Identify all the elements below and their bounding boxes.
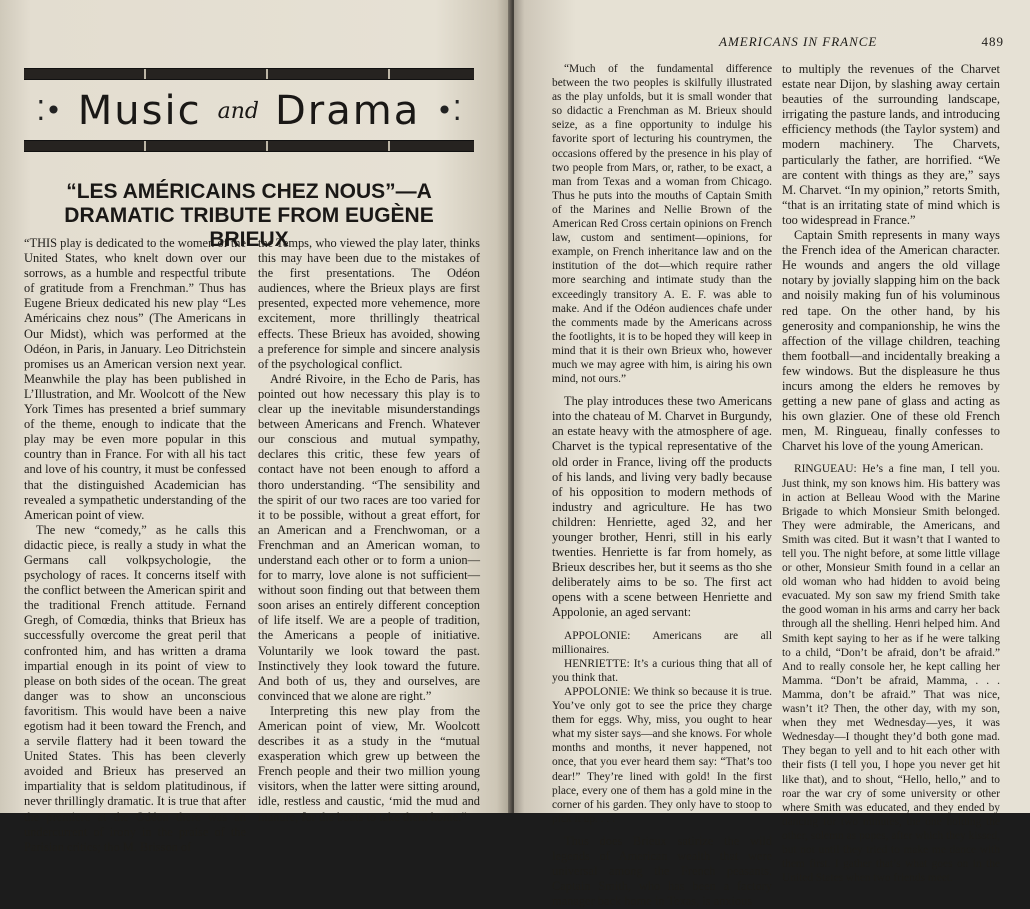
- paragraph: The new “comedy,” as he calls this didactic piece, is really a study in what the Germans call volkpsychologie, the psychology of races. It concerns itself with the conflict between the American spirit and the traditional French attitude. Fernand Gregh, of Comœdia, thinks that Brieux has successfully overcome the great peril that confronted him, and has written a drama impartial enough in its point of view to please on both sides of the ocean. The great danger was to show an unconscious favoritism. This would have been a naive egotism had it been toward the French, and a servile flattery had it been toward the United States. This has been cleverly avoided and Brieux has preserved an impartiality that is seldom platitudinous, if never thrillingly dramatic. It is true that after the premiere at the Odéon there was an undercurrent of irony in the praise of the Parisian critics; tho M. Brisson of: [24, 522, 246, 854]
- paragraph: Interpreting this new play from the American point of view, Mr. Woolcott describes it as a study in the “mutual exasperation which grew up between the French people and their two million young visitors, when the latter were sitting around, idle, restless and caustic, ‘mid the mud and manure, for the boats to take them home.”: [258, 703, 480, 824]
- left-column-1: [24, 236, 246, 855]
- right-column-1: [552, 62, 772, 909]
- dialogue-line: APPOLONIE: Americans are all millionaires.: [552, 629, 772, 656]
- paragraph: to multiply the revenues of the Charvet estate near Dijon, by slashing away certain beauties of the surrounding landscape, irrigating the pasture lands, and introducing efficiency methods (the Taylor system) and modern machinery. The Charvets, particularly the father, are horrified. “We are content with things as they are,” says M. Charvet. “In my opinion,” retorts Smith, “that is an irritating state of mind which is too widespread in France.”: [782, 62, 1000, 227]
- paragraph: the Temps, who viewed the play later, thinks this may have been due to the mistakes of the first presentations. The Odéon audiences, where the Brieux plays are first presented, expected more vehemence, more excitement, more thrillingly theatrical effects. These Brieux has avoided, showing a preference for simple and sincere analysis of the psychological conflict.: [258, 236, 480, 371]
- paragraph: André Rivoire, in the Echo de Paris, has pointed out how necessary this play is to clear up the inevitable misunderstandings between Americans and French. Whatever our conscious and mutual sympathy, declares this critic, these few years of contact have not been enough to afford a thoro understanding. “The sensibility and the spirit of our two races are too varied for it to be possible, without a great effort, for an American and a Frenchwoman, or a Frenchman and an American woman, to understand each other or to form a union—for to marry, love alone is not sufficient—without soon finding out that between them soon arises an entirely different conception of life itself. We are a people of tradition, the Americans a people of initiative. Voluntarily we look toward the past. Instinctively they look toward the future. And both of us, they and ourselves, are convinced that we alone are right.”: [258, 371, 480, 703]
- ornament-dots-left: ⁚•: [36, 94, 62, 127]
- page-number: 489: [981, 34, 1004, 49]
- paragraph: Thus does Brieux satirize the wild legends of American wealth that were universal among the French peasants. Captain Smith, who has been a factory manager back home in Texas, is anxious: [552, 833, 772, 909]
- banner-rule-bottom: [24, 140, 474, 152]
- right-column-2: [782, 62, 1000, 885]
- left-column-2: [258, 236, 480, 825]
- paragraph: The play introduces these two Americans into the chateau of M. Charvet in Burgundy, an estate heavy with the atmosphere of age. Charvet is the typical representative of the old order in France, living off the products of his lands, and living very badly because of his opposition to modern methods of industry and agriculture. He has two children: Henriette, aged 32, and her younger brother, Henri, still in his early twenties. Henriette is far from homely, as Brieux describes her, but it seems as tho she deliberately aims to be so. The first act opens with a scene between Henriette and Appolonie, an aged servant:: [552, 394, 772, 620]
- paragraph: “THIS play is dedicated to the women of the United States, who knelt down over our sorrows, as a humble and respectful tribute of gratitude from a Frenchman.” Thus has Eugene Brieux dedicated his new play “Les Américains chez nous” (The Americans in Our Midst), which was performed at the Odéon, in Paris, in January. Leo Ditrichstein promises us an American version next year. Meanwhile the play has been published in L’Illustration, and Mr. Woolcott of the New York Times has presented a brief summary of the theme, enough to indicate that the play may be even more popular in this country than in France. For with all his tact and love of his country, it must be confessed that the distinguished Academician has revealed a sympathetic understanding of the American point of view.: [24, 236, 246, 522]
- section-banner: [24, 60, 474, 156]
- banner-rule-top: [24, 68, 474, 80]
- right-page: [514, 0, 1030, 909]
- dialogue-line: HENRIETTE: It’s a curious thing that all of you think that.: [552, 657, 772, 684]
- quote-paragraph: “Much of the fundamental difference between the two peoples is skilfully illustrated as the play unfolds, but it is small wonder that so didactic a Frenchman as M. Brieux should seize, as a fine opportunity to indulge his favorite sport of lecturing his countrymen, the occasions offered by the presence in his play of two people from Mars, or, rather, to be exact, a man from Texas and a woman from Chicago. Thus he puts into the mouths of Captain Smith of the Marines and Nellie Brown of the American Red Cross certain opinions on French law, custom and sentiment—opinions, for example, on French inheritance law and on the institution of the dot—which require rather more searching and intimate study than the exceedingly transitory A. E. F. was able to make. And if the Odéon audiences chafe under the comments made by the Americans across the footlights, it is to be hoped they will keep in mind that it is their own Brieux who, however much we may agree with him, is airing his own mind, not ours.”: [552, 63, 772, 386]
- dialogue-line: APPOLONIE: We think so because it is true. You’ve only got to see the price they charge them for eggs. Why, miss, you ought to hear what my sister says—and she knows. For whole months and months, it never happened, not once, that you ever heard them say: “That’s too dear!” They’re lined with gold! In the first place, every one of them has a gold mine in the corner of his garden. They only have to stoop to pick it up. . . .: [552, 685, 772, 825]
- left-page: [0, 0, 512, 854]
- paragraph: Captain Smith represents in many ways the French idea of the American character. He wounds and angers the old village notary by jovially slapping him on the back and noisily making fun of his voluminous red tape. On the other hand, by his generosity and companionship, he wins the affection of the village children, teaching them football—and incidentally breaking a few windows. But the displeasure he thus incurs among the elders he removes by getting a new pane of glass and acting as his own glazier. One of these old French men, M. Ringueau, finally confesses to Charvet his love of the young American.: [782, 228, 1000, 454]
- banner-title: [24, 84, 474, 138]
- banner-word-music: Music: [77, 88, 202, 134]
- article-headline: “LES AMÉRICAINS CHEZ NOUS”—A DRAMATIC TRIBUTE FROM EUGÈNE BRIEUX: [64, 180, 434, 251]
- ornament-dots-right: •⁚: [436, 94, 462, 127]
- banner-word-drama: Drama: [274, 88, 421, 134]
- running-head-title: AMERICANS IN FRANCE: [719, 34, 878, 49]
- dialogue-line: RINGUEAU: He’s a fine man, I tell you. Just think, my son knows him. His battery was in action at Belleau Wood with the Marine Brigade to which Monsieur Smith belonged. They were admirable, the Americans, and Smith was cited. But it wasn’t that I wanted to tell you. The night before, at some little village or other, Monsieur Smith found in a cellar an old woman who had hidden to avoid being evacuated. My son saw my friend Smith take the good woman in his arms and carry her back through all the shelling. Henri helped him. And Smith kept saying to her as if he were talking to a child, “Don’t be afraid, don’t be afraid.” And to really console her, he kept calling her Mamma. “Don’t be afraid, Mamma, . . . Mamma, don’t be afraid.” That was nice, wasn’t it? Then, the other day, with my son, when they met Wednesday—yes, it was Wednesday—I thought they’d both gone mad. They began to yell and to hit each other with their fists (I tell you, I hope you never get hit like that), and to shout, “Hello, hello,” and to roar the war cry of some university or other where Smith was educated, and they ended by dancing for two minutes, the one holding the other, solemn as popes, after which they kissed, but not until they tried to make me dance with them first. I gather that’s what goes on in the United States when two friends meet.: [782, 463, 1000, 885]
- banner-word-and: and: [217, 98, 259, 124]
